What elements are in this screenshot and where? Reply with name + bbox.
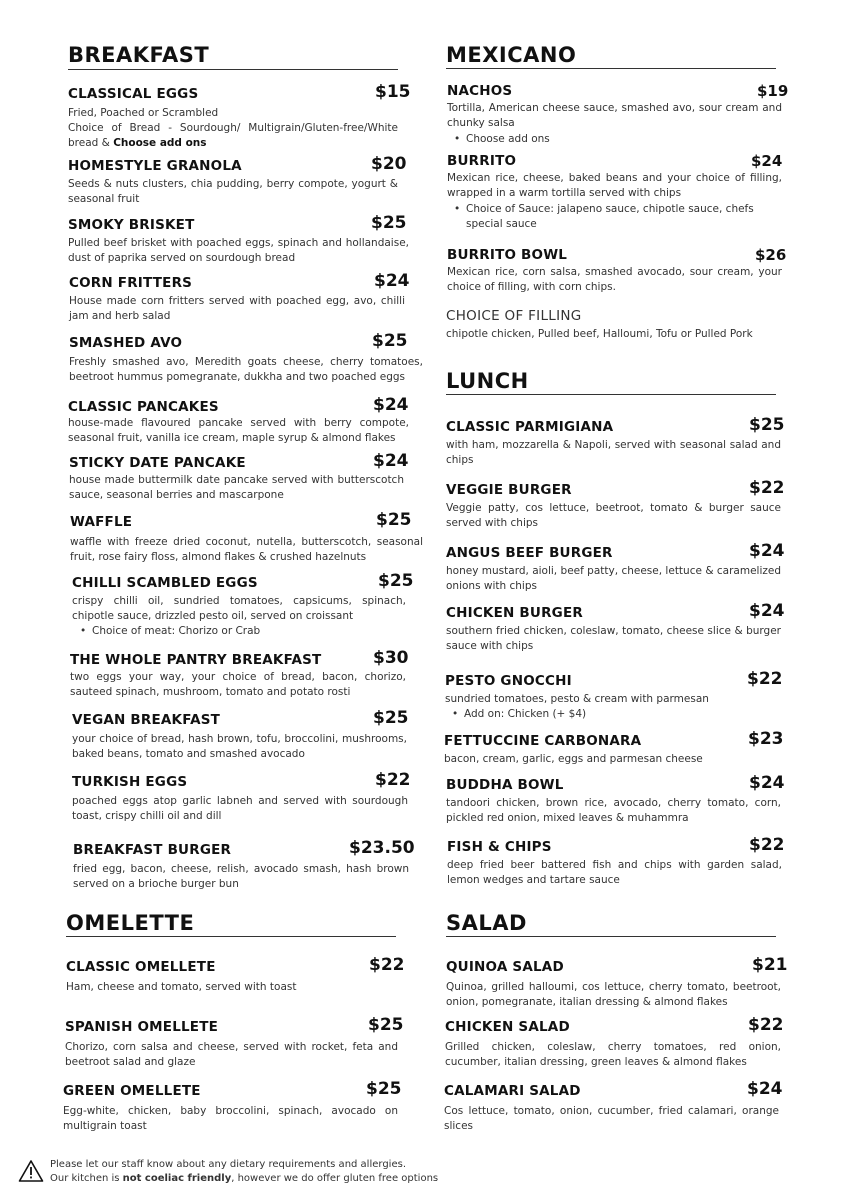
item-name: VEGGIE BURGER [446,482,572,498]
divider [446,68,776,69]
dietary-notice [50,1158,438,1186]
item-description: honey mustard, aioli, beef patty, cheese, lettuce & caramelized onions with chips [446,565,781,592]
divider [68,69,398,70]
item-description: Fried, Poached or Scrambled [68,107,219,119]
item-name: BURRITO [447,153,517,169]
item-name: STICKY DATE PANCAKE [69,455,246,471]
item-name: PESTO GNOCCHI [445,673,572,689]
warning-triangle-icon [18,1159,44,1183]
item-name: QUINOA SALAD [446,959,564,975]
item-description: deep fried beer battered fish and chips with garden salad, lemon wedges and tartare sauce [447,859,782,886]
item-price: $24 [373,451,409,471]
item-option: • Choose add ons [466,132,550,147]
item-description: Veggie patty, cos lettuce, beetroot, tomato & burger sauce served with chips [446,502,781,529]
item-price: $30 [373,648,409,668]
section-heading-breakfast: BREAKFAST [68,43,210,67]
item-name: CLASSIC OMELLETE [66,959,216,975]
section-heading-mexicano: MEXICANO [446,43,577,67]
section-heading-lunch: LUNCH [446,369,529,393]
item-price: $19 [757,82,789,100]
item-description: sundried tomatoes, pesto & cream with parmesan [445,693,709,705]
item-name: ANGUS BEEF BURGER [446,545,613,561]
coeliac-warning: not coeliac friendly [122,1173,232,1184]
item-description: fried egg, bacon, cheese, relish, avocado smash, hash brown served on a brioche burger bun [73,863,409,890]
item-name: CALAMARI SALAD [444,1083,581,1099]
item-description: poached eggs atop garlic labneh and served with sourdough toast, crispy chilli oil and dill [72,795,408,822]
item-description: Cos lettuce, tomato, onion, cucumber, fried calamari, orange slices [444,1105,779,1132]
item-description: tandoori chicken, brown rice, avocado, cherry tomato, corn, pickled red onion, mixed leaves & muhammra [446,797,781,824]
item-price: $25 [378,571,414,591]
notice-line: Our kitchen is not coeliac friendly, however we do offer gluten free options [50,1173,439,1184]
item-description: Ham, cheese and tomato, served with toast [66,981,297,993]
item-name: CLASSIC PARMIGIANA [446,419,614,435]
item-name: NACHOS [447,83,513,99]
item-price: $24 [747,1079,783,1099]
divider [446,394,776,395]
item-price: $22 [749,835,785,855]
item-name: CLASSIC PANCAKES [68,399,219,415]
item-price: $22 [748,1015,784,1035]
item-price: $25 [366,1079,402,1099]
item-price: $22 [369,955,405,975]
item-description: bacon, cream, garlic, eggs and parmesan cheese [444,753,703,765]
item-description: Freshly smashed avo, Meredith goats cheese, cherry tomatoes, beetroot hummus pomegranate, dukkha and two poached eggs [69,356,423,383]
notice-line: Please let our staff know about any dietary requirements and allergies. [50,1159,406,1170]
item-price: $15 [375,82,411,102]
item-description: crispy chilli oil, sundried tomatoes, capsicums, spinach, chipotle sauce, drizzled pesto oil, served on croissant [72,595,406,622]
item-price: $22 [375,770,411,790]
item-name: CLASSICAL EGGS [68,86,199,102]
item-price: $25 [372,331,408,351]
divider [446,936,776,937]
item-description: Mexican rice, corn salsa, smashed avocado, sour cream, your choice of filling, with corn chips. [447,266,782,293]
item-description: House made corn fritters served with poached egg, avo, chilli jam and herb salad [69,295,405,322]
item-name: THE WHOLE PANTRY BREAKFAST [70,652,322,668]
item-price: $22 [749,478,785,498]
item-name: VEGAN BREAKFAST [72,712,221,728]
item-name: CHICKEN SALAD [445,1019,570,1035]
item-name: SMOKY BRISKET [68,217,195,233]
item-price: $24 [749,541,785,561]
item-price: $23.50 [349,838,415,858]
item-description: Chorizo, corn salsa and cheese, served with rocket, feta and beetroot salad and glaze [65,1041,398,1068]
item-description: your choice of bread, hash brown, tofu, broccolini, mushrooms, baked beans, tomato and smashed avocado [72,733,407,760]
item-description: Quinoa, grilled halloumi, cos lettuce, cherry tomato, beetroot, onion, pomegranate, italian dressing & almond flakes [446,981,781,1008]
item-price: $21 [752,955,788,975]
add-ons-note: Choose add ons [113,137,207,149]
section-heading-omelette: OMELETTE [66,911,195,935]
item-name: BUDDHA BOWL [446,777,564,793]
item-name: FISH & CHIPS [447,839,552,855]
item-price: $20 [371,154,407,174]
item-name: GREEN OMELLETE [63,1083,201,1099]
item-price: $24 [751,152,783,170]
item-price: $25 [371,213,407,233]
item-description: waffle with freeze dried coconut, nutella, butterscotch, seasonal fruit, rose fairy floss, almond flakes & crushed hazelnuts [70,536,423,563]
item-price: $24 [749,773,785,793]
choice-of-filling-text: chipotle chicken, Pulled beef, Halloumi, Tofu or Pulled Pork [446,328,753,340]
choice-of-filling-title: CHOICE OF FILLING [446,308,582,324]
item-price: $23 [748,729,784,749]
item-price: $24 [749,601,785,621]
item-name: SPANISH OMELLETE [65,1019,219,1035]
item-price: $25 [749,415,785,435]
item-description: house-made flavoured pancake served with berry compote, seasonal fruit, vanilla ice cream, maple syrup & almond flakes [68,417,409,444]
item-description: Choice of Bread - Sourdough/ Multigrain/Gluten-free/White bread & Choose add ons [68,122,398,149]
item-name: TURKISH EGGS [72,774,188,790]
item-description: southern fried chicken, coleslaw, tomato, cheese slice & burger sauce with chips [446,625,781,652]
item-name: CHILLI SCAMBLED EGGS [72,575,258,591]
item-name: WAFFLE [70,514,133,530]
item-option: • Choice of meat: Chorizo or Crab [92,624,260,639]
item-name: HOMESTYLE GRANOLA [68,158,242,174]
divider [66,936,396,937]
item-name: BREAKFAST BURGER [73,842,232,858]
item-price: $25 [376,510,412,530]
item-name: BURRITO BOWL [447,247,568,263]
item-option: • Choice of Sauce: jalapeno sauce, chipotle sauce, chefs special sauce [466,202,782,232]
item-name: SMASHED AVO [69,335,183,351]
item-price: $25 [368,1015,404,1035]
section-heading-salad: SALAD [446,911,527,935]
item-description: Grilled chicken, coleslaw, cherry tomatoes, red onion, cucumber, italian dressing, green leaves & almond flakes [445,1041,781,1068]
item-description: Seeds & nuts clusters, chia pudding, berry compote, yogurt & seasonal fruit [68,178,398,205]
item-price: $22 [747,669,783,689]
item-name: CHICKEN BURGER [446,605,583,621]
item-description: with ham, mozzarella & Napoli, served with seasonal salad and chips [446,439,781,466]
item-option: • Add on: Chicken (+ $4) [464,707,586,722]
item-name: CORN FRITTERS [69,275,193,291]
item-name: FETTUCCINE CARBONARA [444,733,642,749]
item-description: house made buttermilk date pancake served with butterscotch sauce, seasonal berries and mascarpone [69,474,404,501]
item-price: $26 [755,246,787,264]
item-price: $25 [373,708,409,728]
item-description: Egg-white, chicken, baby broccolini, spinach, avocado on multigrain toast [63,1105,398,1132]
item-description: Pulled beef brisket with poached eggs, spinach and hollandaise, dust of paprika served on sourdough bread [68,237,409,264]
item-price: $24 [373,395,409,415]
item-description: two eggs your way, your choice of bread, bacon, chorizo, sauteed spinach, mushroom, tomato and potato rosti [70,671,406,698]
item-price: $24 [374,271,410,291]
item-description: Mexican rice, cheese, baked beans and your choice of filling, wrapped in a warm tortilla served with chips [447,172,782,199]
item-description: Tortilla, American cheese sauce, smashed avo, sour cream and chunky salsa [447,102,782,129]
